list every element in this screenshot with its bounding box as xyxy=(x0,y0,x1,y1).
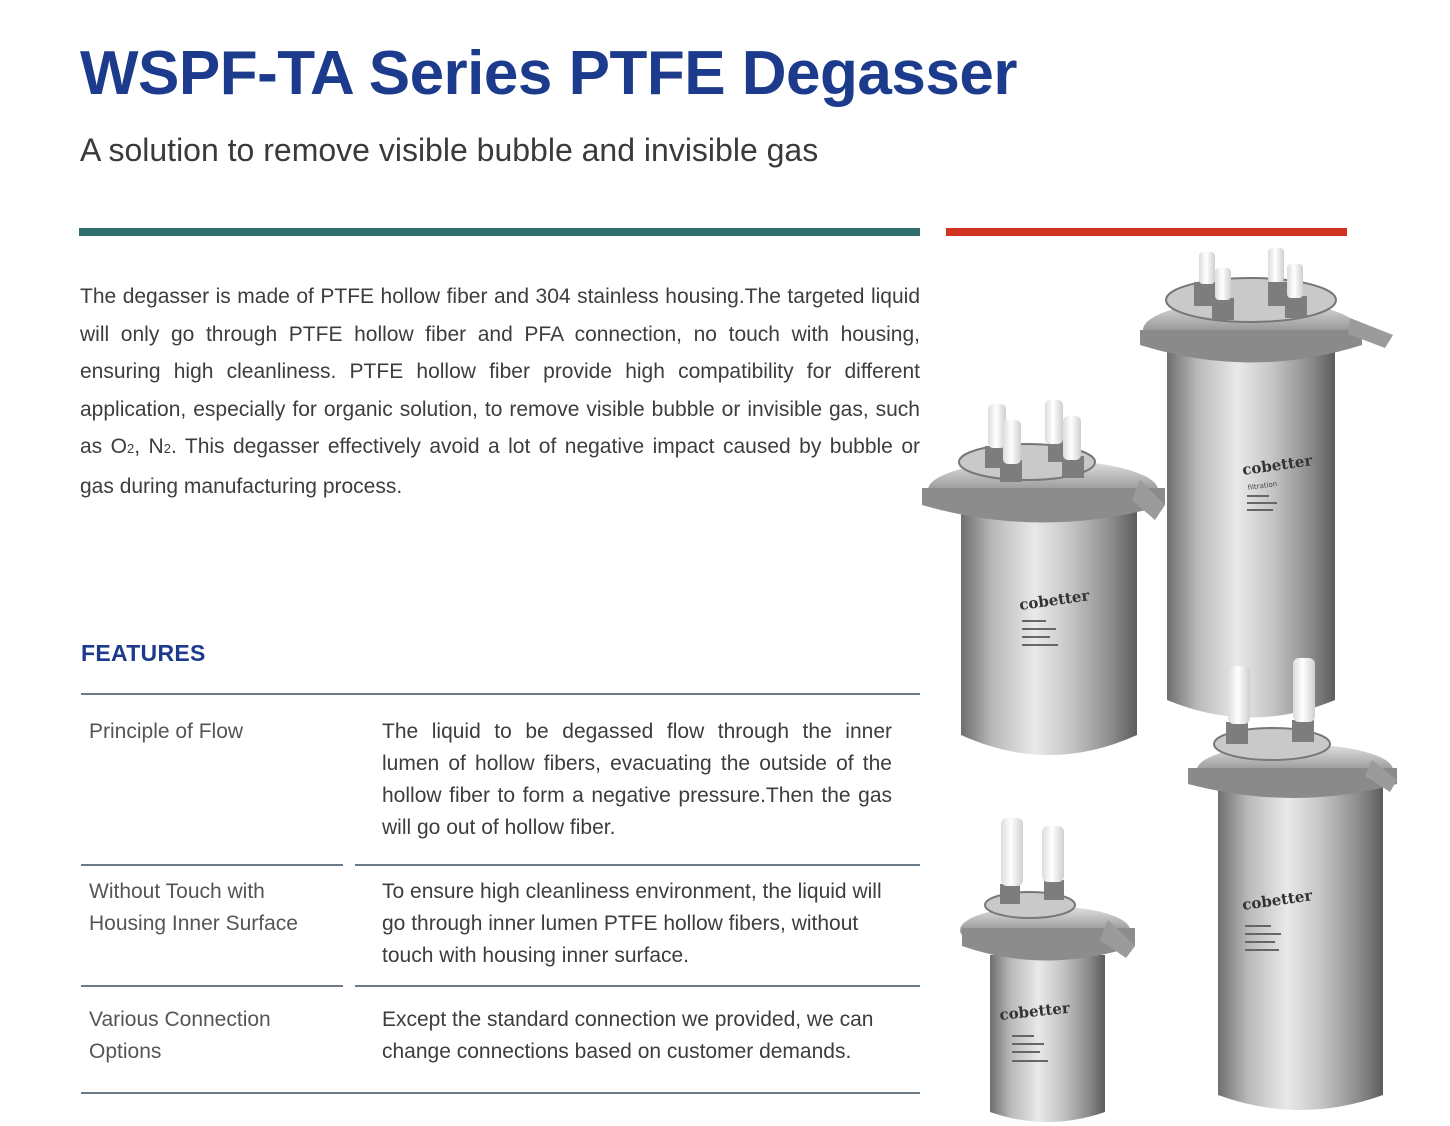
brand-label: cobetter xyxy=(998,998,1071,1024)
table-rule xyxy=(81,864,343,866)
intro-paragraph: The degasser is made of PTFE hollow fiber and 304 stainless housing.The targeted liquid will only go through PTFE hollow fiber and PFA connection, no touch with housing, ensuring high cleanliness. PTFE hollow fiber provide high compatibility for different application, especially for organic solution, to remove visible bubble or invisible gas, such as O2, N2. This degasser effectively avoid a lot of negative impact caused by bubble or gas during manufacturing process. xyxy=(80,285,920,498)
page-subtitle: A solution to remove visible bubble and invisible gas xyxy=(80,132,819,168)
table-rule xyxy=(81,693,920,695)
feature-label: Various Connection Options xyxy=(89,1008,271,1063)
product-photo xyxy=(915,240,1425,1126)
feature-label: Principle of Flow xyxy=(89,720,244,743)
degasser-medium xyxy=(922,400,1165,755)
degasser-large xyxy=(1140,248,1393,718)
table-rule xyxy=(81,1092,920,1094)
feature-description: Except the standard connection we provided, we can change connections based on customer demands. xyxy=(382,1008,874,1063)
feature-description: The liquid to be degassed flow through the inner lumen of hollow fibers, evacuating the outside of the hollow fiber to form a negative pressure.Then the gas will go out of hollow fiber. xyxy=(382,720,892,839)
red-divider xyxy=(946,228,1347,236)
feature-label: Without Touch with Housing Inner Surface xyxy=(89,880,298,935)
table-rule xyxy=(355,985,920,987)
brand-label: cobetter xyxy=(1241,451,1314,479)
sub-brand-label: filtration xyxy=(1247,479,1278,492)
feature-description: To ensure high cleanliness environment, the liquid will go through inner lumen PTFE hollow fibers, without touch with housing inner surface. xyxy=(382,880,882,967)
degasser-small xyxy=(960,818,1135,1122)
table-rule xyxy=(355,864,920,866)
teal-divider xyxy=(79,228,920,236)
degasser-tall xyxy=(1188,658,1397,1110)
brand-label: cobetter xyxy=(1241,886,1314,914)
brand-label: cobetter xyxy=(1018,586,1091,614)
features-heading: FEATURES xyxy=(81,640,206,666)
page-title: WSPF-TA Series PTFE Degasser xyxy=(80,39,1017,108)
table-rule xyxy=(81,985,343,987)
